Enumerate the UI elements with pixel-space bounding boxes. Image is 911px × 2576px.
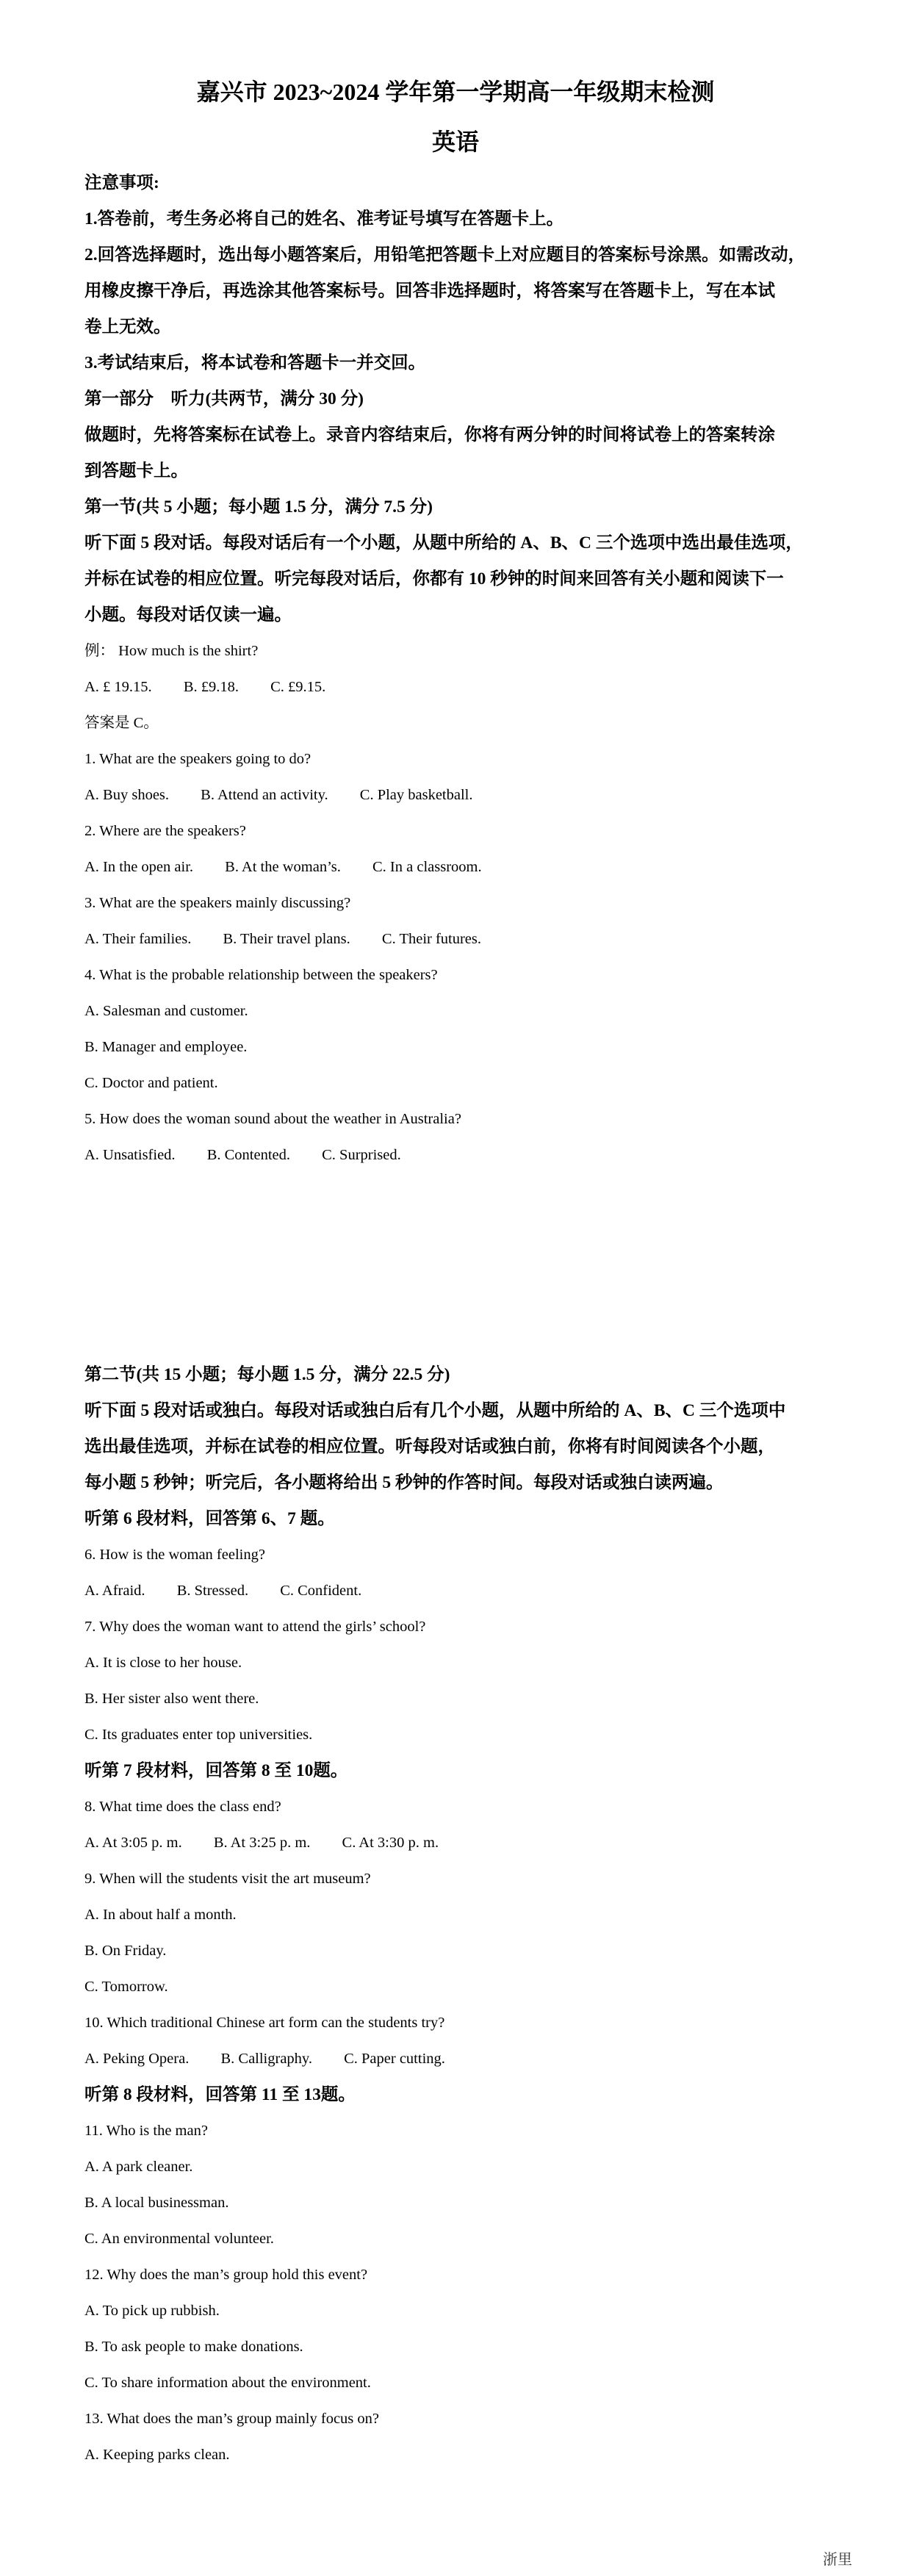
example-question: 例： How much is the shirt? — [84, 643, 259, 659]
question-11: 11. Who is the man? — [84, 2123, 208, 2139]
exam-subject: 英语 — [431, 129, 479, 155]
question-6: 6. How is the woman feeling? — [84, 1547, 265, 1563]
option: B. Her sister also went there. — [84, 1691, 259, 1707]
option: B. Manager and employee. — [84, 1039, 248, 1055]
section1-instr-line: 听下面 5 段对话。每段对话后有一个小题，从题中所给的 A、B、C 三个选项中选出最佳选项， — [84, 533, 803, 553]
section1-heading: 第一节(共 5 小题；每小题 1.5 分，满分 7.5 分) — [84, 497, 433, 517]
option: A. Afraid. — [84, 1583, 145, 1599]
question-13: 13. What does the man’s group mainly focus on? — [84, 2411, 380, 2427]
note-1: 1.答卷前，考生务必将自己的姓名、准考证号填写在答题卡上。 — [84, 209, 564, 229]
option: C. Confident. — [280, 1583, 362, 1599]
question-2-options — [84, 849, 834, 885]
question-5: 5. How does the woman sound about the weather in Australia? — [84, 1111, 461, 1127]
material-6-heading: 听第 6 段材料，回答第 6、7 题。 — [84, 1509, 335, 1528]
question-1: 1. What are the speakers going to do? — [84, 751, 312, 767]
option: C. To share information about the environment. — [84, 2375, 371, 2391]
option: C. £9.15. — [270, 679, 326, 695]
section1-instr-line: 并标在试卷的相应位置。听完每段对话后，你都有 10 秒钟的时间来回答有关小题和阅读下一 — [84, 569, 784, 589]
section1-instr-line: 小题。每段对话仅读一遍。 — [84, 605, 292, 625]
option: C. Its graduates enter top universities. — [84, 1727, 313, 1743]
option: C. In a classroom. — [372, 859, 482, 875]
option: B. Calligraphy. — [220, 2051, 312, 2067]
option: A. Peking Opera. — [84, 2051, 190, 2067]
question-8: 8. What time does the class end? — [84, 1799, 281, 1815]
option: A. To pick up rubbish. — [84, 2303, 220, 2319]
question-3-options — [84, 921, 834, 957]
question-8-options — [84, 1825, 834, 1861]
note-2-line: 用橡皮擦干净后，再选涂其他答案标号。回答非选择题时，将答案写在答题卡上，写在本试 — [84, 281, 775, 301]
option: B. £9.18. — [183, 679, 239, 695]
part1-instr-line: 到答题卡上。 — [84, 461, 188, 481]
example-options — [84, 669, 834, 705]
question-10: 10. Which traditional Chinese art form can the students try? — [84, 2015, 445, 2031]
question-10-options — [84, 2041, 834, 2077]
question-6-options — [84, 1573, 834, 1609]
option: B. At 3:25 p. m. — [213, 1835, 311, 1851]
option: C. Tomorrow. — [84, 1979, 168, 1995]
option: B. Their travel plans. — [223, 931, 350, 947]
option: A. Keeping parks clean. — [84, 2447, 230, 2463]
option: A. A park cleaner. — [84, 2159, 193, 2175]
section2-instr-line: 选出最佳选项，并标在试卷的相应位置。听每段对话或独白前，你将有时间阅读各个小题， — [84, 1437, 775, 1456]
option: B. Contented. — [206, 1147, 290, 1163]
question-3: 3. What are the speakers mainly discussing? — [84, 895, 351, 911]
option: C. Their futures. — [381, 931, 482, 947]
material-8-heading: 听第 8 段材料，回答第 11 至 13题。 — [84, 2085, 356, 2104]
option: B. At the woman’s. — [225, 859, 341, 875]
note-2-line: 2.回答选择题时，选出每小题答案后，用铅笔把答题卡上对应题目的答案标号涂黑。如需改动， — [84, 245, 806, 265]
question-12: 12. Why does the man’s group hold this event? — [84, 2267, 368, 2283]
question-2: 2. Where are the speakers? — [84, 823, 246, 839]
option: C. Surprised. — [322, 1147, 401, 1163]
option: A. At 3:05 p. m. — [84, 1835, 182, 1851]
option: C. Play basketball. — [359, 787, 473, 803]
example-answer: 答案是 C。 — [84, 715, 159, 731]
section2-heading: 第二节(共 15 小题；每小题 1.5 分，满分 22.5 分) — [84, 1365, 450, 1384]
option: A. In about half a month. — [84, 1907, 237, 1923]
option: A. £ 19.15. — [84, 679, 152, 695]
part1-instr-line: 做题时，先将答案标在试卷上。录音内容结束后，你将有两分钟的时间将试卷上的答案转涂 — [84, 425, 775, 445]
option: A. In the open air. — [84, 859, 194, 875]
option: B. On Friday. — [84, 1943, 167, 1959]
notes-and-section1 — [84, 165, 834, 1173]
section2 — [84, 1357, 834, 2473]
option: C. An environmental volunteer. — [84, 2231, 274, 2247]
material-7-heading: 听第 7 段材料，回答第 8 至 10题。 — [84, 1761, 348, 1780]
option: A. It is close to her house. — [84, 1655, 242, 1671]
question-4: 4. What is the probable relationship between the speakers? — [84, 967, 438, 983]
option: B. To ask people to make donations. — [84, 2339, 303, 2355]
option: B. A local businessman. — [84, 2195, 229, 2211]
notes-heading: 注意事项: — [84, 173, 159, 193]
note-3: 3.考试结束后，将本试卷和答题卡一并交回。 — [84, 353, 426, 373]
question-5-options — [84, 1137, 834, 1173]
question-9: 9. When will the students visit the art museum? — [84, 1871, 371, 1887]
option: A. Salesman and customer. — [84, 1003, 248, 1019]
option: C. At 3:30 p. m. — [342, 1835, 439, 1851]
footer-mark: 浙里 — [823, 2552, 852, 2568]
section2-instr-line: 听下面 5 段对话或独白。每段对话或独白后有几个小题，从题中所给的 A、B、C 三个选项中 — [84, 1401, 786, 1420]
part1-heading: 第一部分 听力(共两节，满分 30 分) — [84, 389, 364, 409]
option: B. Attend an activity. — [201, 787, 328, 803]
option: B. Stressed. — [176, 1583, 249, 1599]
exam-title: 嘉兴市 2023~2024 学年第一学期高一年级期末检测 — [196, 79, 715, 105]
option: C. Doctor and patient. — [84, 1075, 218, 1091]
question-1-options — [84, 777, 834, 813]
question-7: 7. Why does the woman want to attend the girls’ school? — [84, 1619, 426, 1635]
option: A. Their families. — [84, 931, 192, 947]
section2-instr-line: 每小题 5 秒钟；听完后，各小题将给出 5 秒钟的作答时间。每段对话或独白读两遍。 — [84, 1473, 724, 1492]
option: A. Unsatisfied. — [84, 1147, 176, 1163]
option: A. Buy shoes. — [84, 787, 170, 803]
note-2-line: 卷上无效。 — [84, 317, 171, 337]
option: C. Paper cutting. — [344, 2051, 445, 2067]
